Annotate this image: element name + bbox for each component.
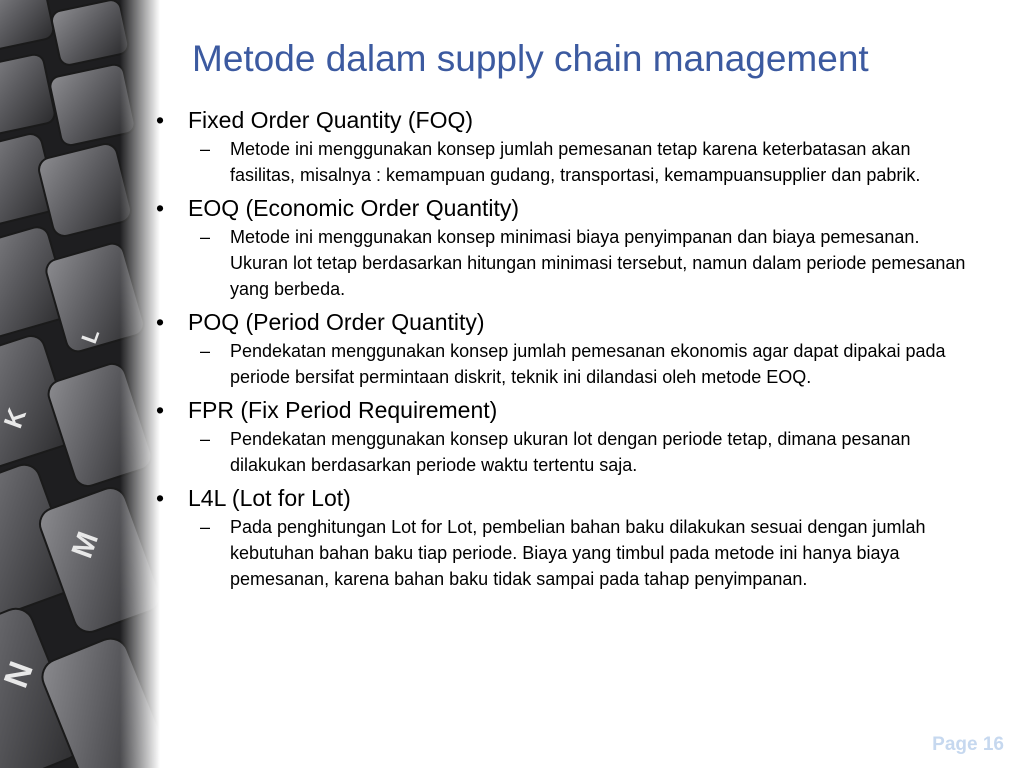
bullet-detail-text: Pendekatan menggunakan konsep jumlah pemesanan ekonomis agar dapat dipakai pada periode bersifat permintaan diskrit, teknik ini dilandasi oleh metode EOQ. xyxy=(230,341,946,387)
bullet-detail xyxy=(150,338,970,390)
bullet-heading-text: L4L (Lot for Lot) xyxy=(188,485,351,511)
bullet-glyph: • xyxy=(155,309,165,335)
bullet-heading-text: POQ (Period Order Quantity) xyxy=(188,309,485,335)
list-item xyxy=(150,308,970,390)
bullet-detail xyxy=(150,426,970,478)
list-item xyxy=(150,484,970,592)
keyboard-background-image xyxy=(0,0,160,768)
bullet-heading xyxy=(150,106,970,134)
dash-glyph: – xyxy=(200,517,211,537)
list-item xyxy=(150,396,970,478)
bullet-heading xyxy=(150,194,970,222)
keyboard-keys-graphic xyxy=(0,0,160,768)
bullet-detail xyxy=(150,136,970,188)
list-item xyxy=(150,194,970,302)
bullet-heading xyxy=(150,484,970,512)
dash-glyph: – xyxy=(200,429,211,449)
dash-glyph: – xyxy=(200,227,211,247)
bullet-detail-text: Metode ini menggunakan konsep jumlah pemesanan tetap karena keterbatasan akan fasilitas, misalnya : kemampuan gudang, transportasi, kemampuansupplier dan pabrik. xyxy=(230,139,921,185)
bullet-heading xyxy=(150,308,970,336)
bullet-heading-text: EOQ (Economic Order Quantity) xyxy=(188,195,520,221)
bullet-detail xyxy=(150,514,970,592)
page-number: Page 16 xyxy=(932,734,1004,755)
bullet-detail-text: Pada penghitungan Lot for Lot, pembelian bahan baku dilakukan sesuai dengan jumlah kebutuhan bahan baku tiap periode. Biaya yang timbul pada metode ini hanya biaya pemesanan, karena bahan baku tidak sampai pada tahap penyimpanan. xyxy=(230,517,926,589)
bullet-detail-text: Metode ini menggunakan konsep minimasi biaya penyimpanan dan biaya pemesanan. Ukuran lot tetap berdasarkan hitungan minimasi tersebut, namun dalam periode pemesanan yang berbeda. xyxy=(230,227,966,299)
bullet-heading xyxy=(150,396,970,424)
bullet-glyph: • xyxy=(155,397,165,423)
list-item xyxy=(150,106,970,188)
bullet-heading-text: Fixed Order Quantity (FOQ) xyxy=(188,107,474,133)
bullet-list xyxy=(150,100,970,598)
dash-glyph: – xyxy=(200,341,211,361)
slide-title: Metode dalam supply chain management xyxy=(192,38,869,79)
dash-glyph: – xyxy=(200,139,211,159)
bullet-detail xyxy=(150,224,970,302)
bullet-glyph: • xyxy=(155,485,165,511)
bullet-detail-text: Pendekatan menggunakan konsep ukuran lot dengan periode tetap, dimana pesanan dilakukan berdasarkan periode waktu tertentu saja. xyxy=(230,429,911,475)
bullet-glyph: • xyxy=(155,195,165,221)
bullet-glyph: • xyxy=(155,107,165,133)
bullet-heading-text: FPR (Fix Period Requirement) xyxy=(188,397,498,423)
